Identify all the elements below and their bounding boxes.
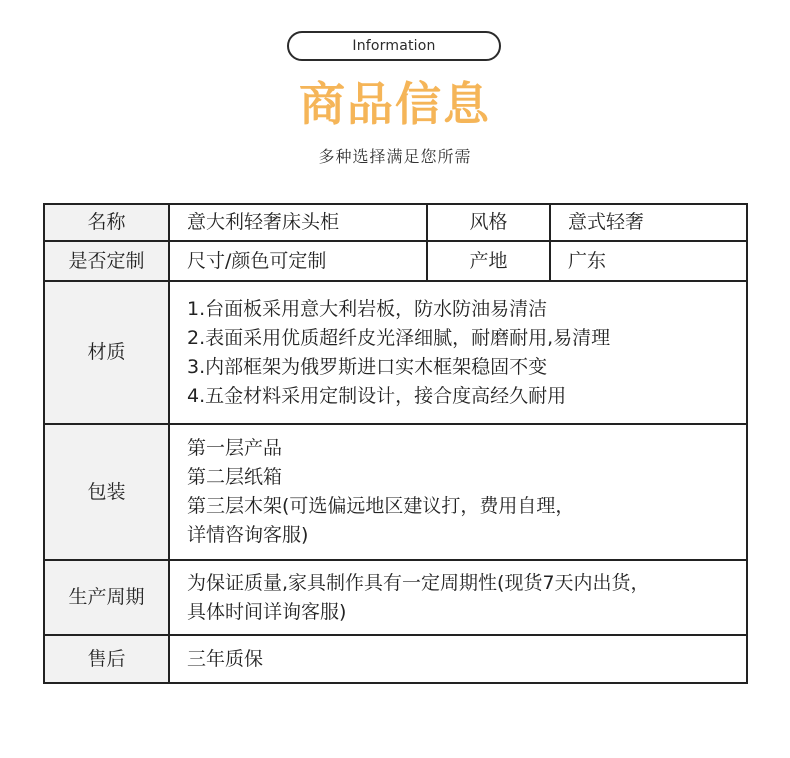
style-label: 风格 (427, 204, 550, 241)
packaging-line: 第二层纸箱 (187, 466, 283, 488)
origin-label: 产地 (427, 241, 550, 281)
material-line: 3.内部框架为俄罗斯进口实木框架稳固不变 (187, 355, 548, 378)
material-value (169, 281, 747, 424)
table-row (44, 204, 747, 241)
table-row (44, 241, 747, 281)
after-sales-label: 售后 (44, 635, 169, 683)
information-badge: Information (287, 31, 501, 61)
production-cycle-value (169, 560, 747, 635)
customizable-label: 是否定制 (44, 241, 169, 281)
packaging-label: 包装 (44, 424, 169, 560)
packaging-line: 第一层产品 (187, 437, 283, 459)
table-row (44, 635, 747, 683)
material-line: 2.表面采用优质超纤皮光泽细腻，耐磨耐用,易清理 (187, 326, 611, 349)
production-line: 具体时间详询客服) (187, 600, 347, 623)
table-row (44, 281, 747, 424)
table-row (44, 424, 747, 560)
table-row (44, 560, 747, 635)
style-value: 意式轻奢 (550, 204, 747, 241)
packaging-line: 第三层木架(可选偏远地区建议打，费用自理， (187, 495, 575, 517)
after-sales-value: 三年质保 (169, 635, 747, 683)
production-cycle-label: 生产周期 (44, 560, 169, 635)
page-title: 商品信息 (299, 77, 491, 131)
production-line: 为保证质量,家具制作具有一定周期性(现货7天内出货， (187, 571, 650, 594)
material-line: 4.五金材料采用定制设计，接合度高经久耐用 (187, 384, 567, 407)
name-value: 意大利轻奢床头柜 (169, 204, 427, 241)
packaging-value (169, 424, 747, 560)
name-label: 名称 (44, 204, 169, 241)
material-label: 材质 (44, 281, 169, 424)
packaging-line: 详情咨询客服) (187, 524, 309, 546)
product-info-table (43, 203, 748, 684)
origin-value: 广东 (550, 241, 747, 281)
page-subtitle: 多种选择满足您所需 (318, 147, 472, 166)
customizable-value: 尺寸/颜色可定制 (169, 241, 427, 281)
material-line: 1.台面板采用意大利岩板，防水防油易清洁 (187, 297, 548, 320)
